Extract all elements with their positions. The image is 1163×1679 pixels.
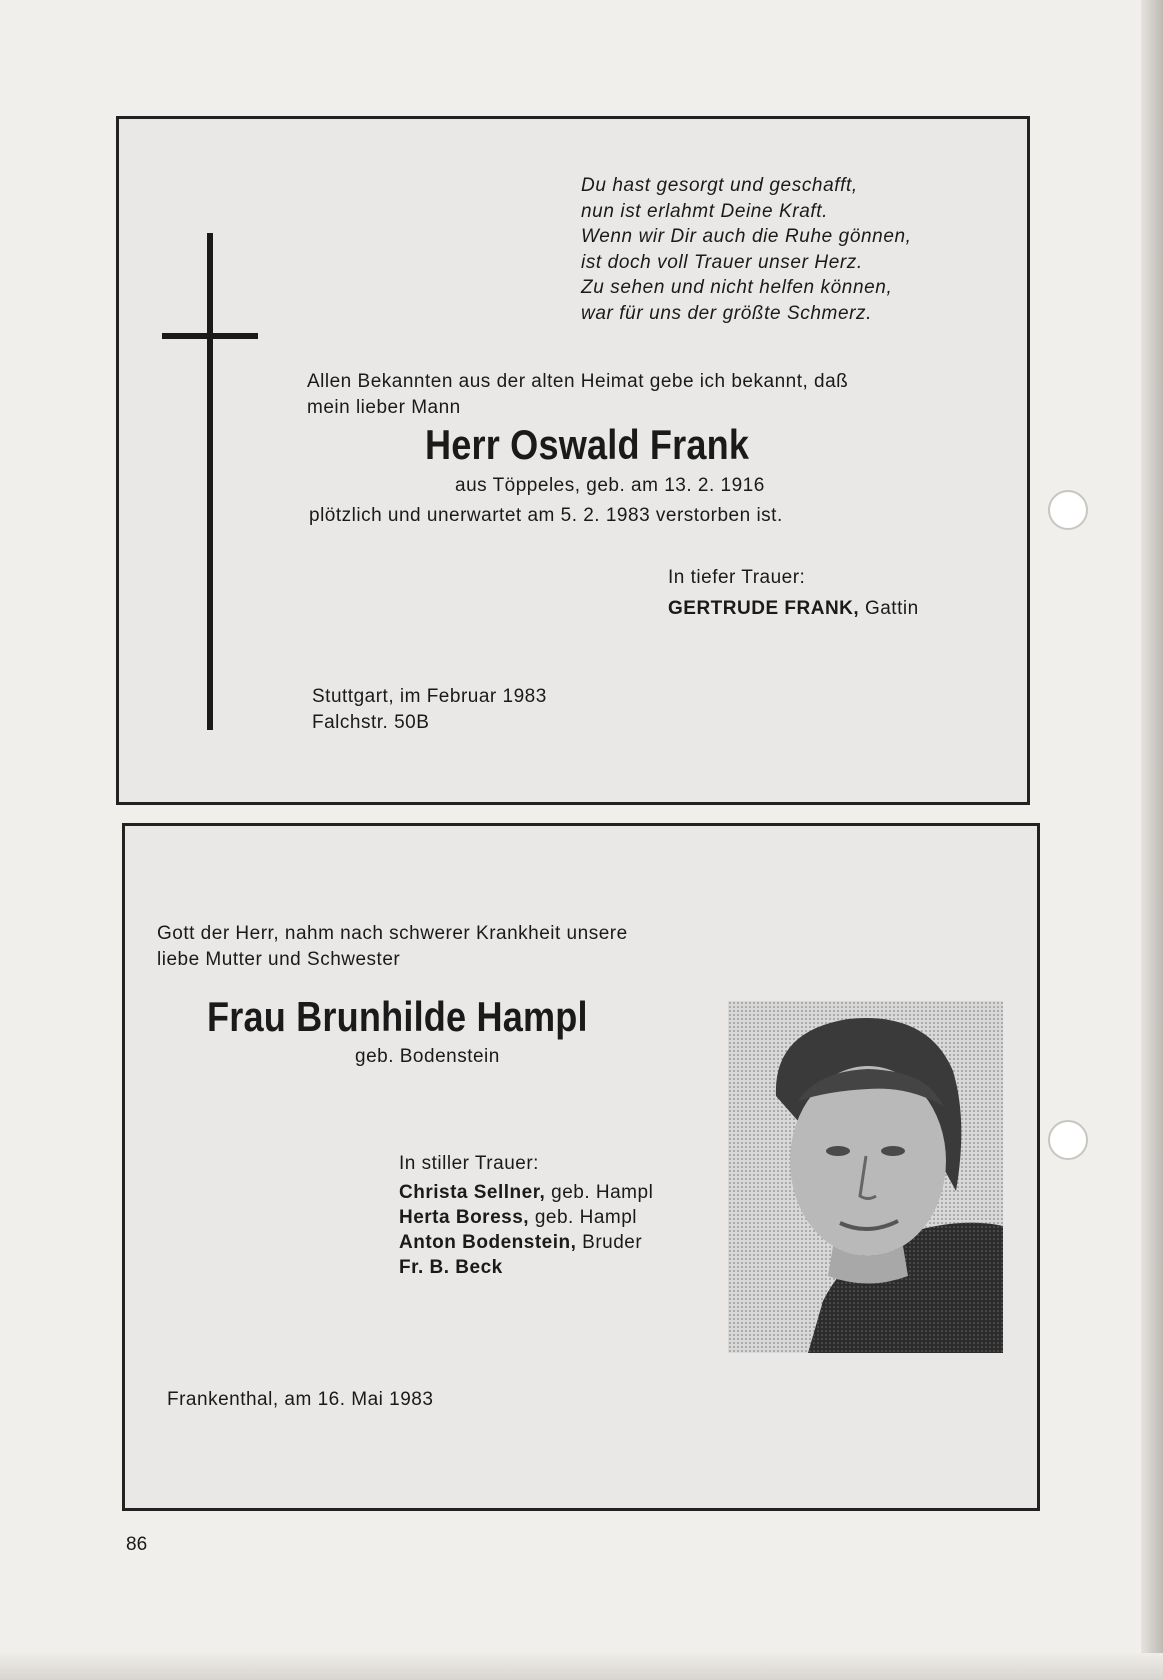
- page-edge: [1141, 0, 1163, 1679]
- deceased-name: Herr Oswald Frank: [425, 421, 750, 468]
- mourner-relation: Gattin: [864, 598, 919, 619]
- page-number: 86: [126, 1534, 148, 1555]
- announcement-line: liebe Mutter und Schwester: [157, 949, 401, 970]
- mourning-label: In tiefer Trauer:: [668, 567, 806, 588]
- deceased-name: Frau Brunhilde Hampl: [207, 993, 588, 1040]
- obituary-oswald-frank: [116, 116, 1030, 805]
- announcement-text: [307, 369, 848, 421]
- mourner-line: [399, 1230, 653, 1255]
- memorial-poem: [581, 173, 912, 326]
- obituary-brunhilde-hampl: [122, 823, 1040, 1511]
- mourner-name: Christa Sellner,: [399, 1182, 546, 1203]
- mourner-line: [399, 1255, 653, 1280]
- mourner-name: Anton Bodenstein,: [399, 1232, 577, 1253]
- poem-line: war für uns der größte Schmerz.: [581, 302, 873, 324]
- poem-line: ist doch voll Trauer unser Herz.: [581, 251, 863, 273]
- poem-line: Du hast gesorgt und geschafft,: [581, 175, 858, 196]
- announcement-line: Gott der Herr, nahm nach schwerer Krankheit unsere: [157, 923, 628, 944]
- mourning-label: In stiller Trauer:: [399, 1153, 539, 1174]
- place-date: Stuttgart, im Februar 1983: [312, 686, 547, 707]
- mourner-name: Herta Boress,: [399, 1207, 530, 1228]
- birth-info: aus Töppeles, geb. am 13. 2. 1916: [455, 475, 765, 496]
- mourner-line: [399, 1205, 653, 1230]
- mourner-name: GERTRUDE FRANK,: [668, 598, 860, 619]
- portrait-photo: [728, 1001, 1003, 1353]
- poem-line: Zu sehen und nicht helfen können,: [581, 277, 893, 298]
- announcement-text: [157, 921, 628, 973]
- maiden-name: geb. Bodenstein: [355, 1046, 500, 1067]
- poem-line: Wenn wir Dir auch die Ruhe gönnen,: [581, 226, 912, 247]
- mourner-relation: geb. Hampl: [551, 1182, 654, 1203]
- mourner-relation: Bruder: [582, 1232, 643, 1253]
- punch-hole: [1048, 1120, 1088, 1160]
- announcement-line: Allen Bekannten aus der alten Heimat gebe ich bekannt, daß: [307, 371, 849, 392]
- address: Falchstr. 50B: [312, 712, 430, 733]
- punch-hole: [1048, 490, 1088, 530]
- death-info: plötzlich und unerwartet am 5. 2. 1983 verstorben ist.: [309, 505, 783, 526]
- mourner-list: [399, 1180, 653, 1280]
- page-bottom-edge: [0, 1653, 1163, 1679]
- place-date: Frankenthal, am 16. Mai 1983: [167, 1389, 434, 1410]
- poem-line: nun ist erlahmt Deine Kraft.: [581, 200, 829, 222]
- mourner-relation: geb. Hampl: [534, 1207, 638, 1228]
- mourner-line: [668, 598, 919, 620]
- mourner-name: Fr. B. Beck: [399, 1257, 503, 1278]
- announcement-line: mein lieber Mann: [307, 397, 461, 418]
- mourner-line: [399, 1180, 653, 1205]
